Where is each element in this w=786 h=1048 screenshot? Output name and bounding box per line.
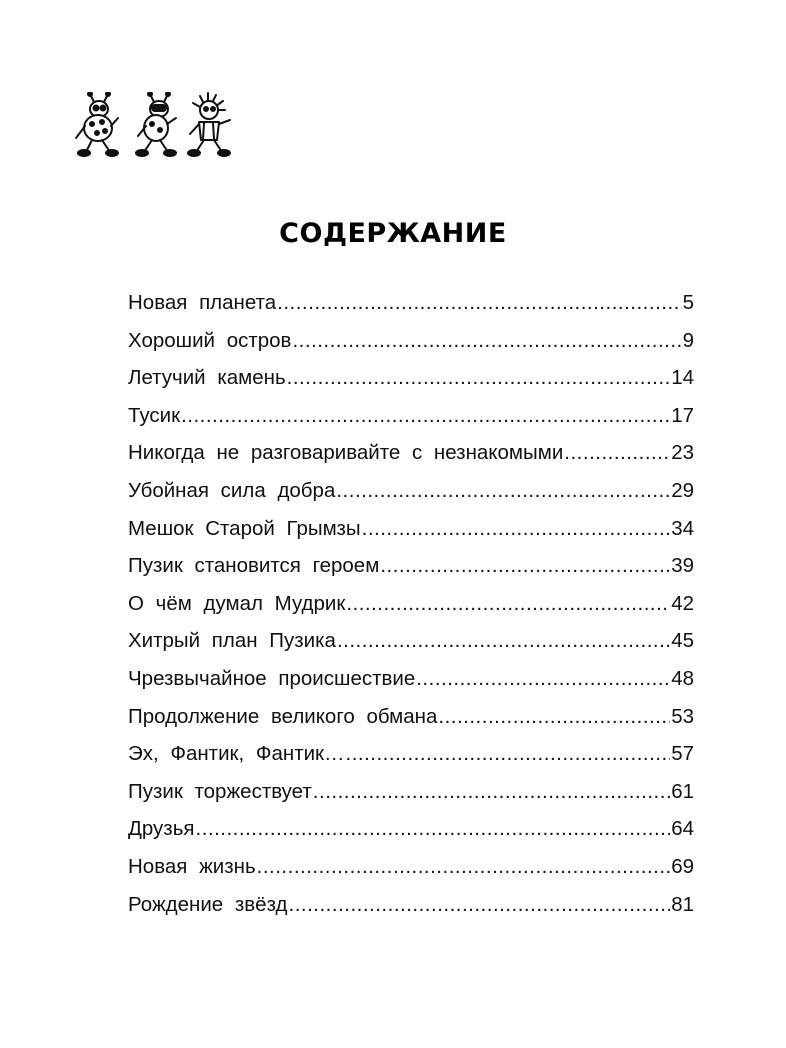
toc-entry[interactable] [128, 547, 694, 585]
toc-entry-title: Эх, Фантик, Фантик… [128, 742, 345, 766]
three-walking-aliens-icon [72, 92, 242, 158]
toc-leader-dots [362, 510, 671, 548]
toc-entry[interactable] [128, 810, 694, 848]
toc-leader-dots [292, 322, 681, 360]
toc-entry[interactable] [128, 660, 694, 698]
toc-entry-page: 42 [671, 591, 694, 615]
alien-3-icon [188, 93, 230, 156]
toc-entry[interactable] [128, 698, 694, 736]
toc-entry[interactable] [128, 434, 694, 472]
toc-entry-title: Друзья [128, 817, 195, 841]
toc-entry-page: 69 [671, 854, 694, 878]
toc-entry-page: 64 [671, 817, 694, 841]
toc-entry-title: Пузик торжествует [128, 779, 312, 803]
toc-entry-page: 17 [671, 403, 694, 427]
toc-entry[interactable] [128, 284, 694, 322]
toc-entry-title: Продолжение великого обмана [128, 704, 438, 728]
toc-leader-dots [289, 886, 671, 924]
toc-entry[interactable] [128, 622, 694, 660]
toc-entry[interactable] [128, 735, 694, 773]
toc-entry[interactable] [128, 886, 694, 924]
toc-entry-page: 29 [671, 478, 694, 502]
toc-entry-title: Тусик [128, 403, 181, 427]
toc-leader-dots [257, 848, 671, 886]
toc-entry-page: 5 [682, 291, 694, 314]
toc-entry-page: 45 [671, 629, 694, 653]
toc-entry-page: 23 [671, 441, 694, 465]
toc-entry[interactable] [128, 848, 694, 886]
toc-leader-dots [277, 284, 681, 322]
toc-entry[interactable] [128, 359, 694, 397]
toc-entry[interactable] [128, 585, 694, 623]
toc-leader-dots [196, 810, 671, 848]
toc-leader-dots [346, 585, 670, 623]
page-title: СОДЕРЖАНИЕ [279, 218, 507, 249]
toc-entry-title: Хитрый план Пузика [128, 629, 336, 653]
toc-leader-dots [337, 622, 670, 660]
toc-entry-page: 39 [671, 554, 694, 578]
toc-leader-dots [346, 735, 671, 773]
alien-1-icon [76, 92, 118, 156]
toc-entry-title: Летучий камень [128, 366, 286, 390]
toc-entry-title: Рождение звёзд [128, 892, 288, 916]
toc-leader-dots [564, 434, 670, 472]
table-of-contents [128, 284, 694, 923]
toc-entry-title: Новая планета [128, 291, 277, 314]
toc-entry-page: 14 [671, 366, 694, 390]
toc-entry-title: Мешок Старой Грымзы [128, 516, 361, 540]
toc-entry-title: Никогда не разговаривайте с незнакомыми [128, 441, 564, 465]
toc-leader-dots [438, 698, 670, 736]
toc-entry-page: 34 [671, 516, 694, 540]
toc-leader-dots [287, 359, 671, 397]
toc-leader-dots [336, 472, 670, 510]
toc-entry-page: 48 [671, 666, 694, 690]
toc-entry-title: Пузик становится героем [128, 554, 380, 578]
toc-entry[interactable] [128, 322, 694, 360]
toc-entry[interactable] [128, 472, 694, 510]
toc-entry-title: Чрезвычайное происшествие [128, 666, 416, 690]
toc-leader-dots [380, 547, 670, 585]
toc-entry-title: Хороший остров [128, 328, 292, 352]
toc-entry-title: Новая жизнь [128, 854, 256, 878]
toc-entry[interactable] [128, 510, 694, 548]
toc-entry[interactable] [128, 773, 694, 811]
toc-entry-page: 57 [671, 742, 694, 766]
toc-entry-page: 53 [671, 704, 694, 728]
toc-leader-dots [313, 773, 670, 811]
toc-entry[interactable] [128, 397, 694, 435]
toc-leader-dots [181, 397, 670, 435]
toc-entry-page: 81 [671, 892, 694, 916]
toc-entry-page: 61 [671, 779, 694, 803]
toc-leader-dots [416, 660, 670, 698]
toc-entry-page: 9 [682, 328, 694, 352]
alien-2-icon [136, 92, 176, 156]
toc-entry-title: О чём думал Мудрик [128, 591, 346, 615]
toc-entry-title: Убойная сила добра [128, 478, 336, 502]
